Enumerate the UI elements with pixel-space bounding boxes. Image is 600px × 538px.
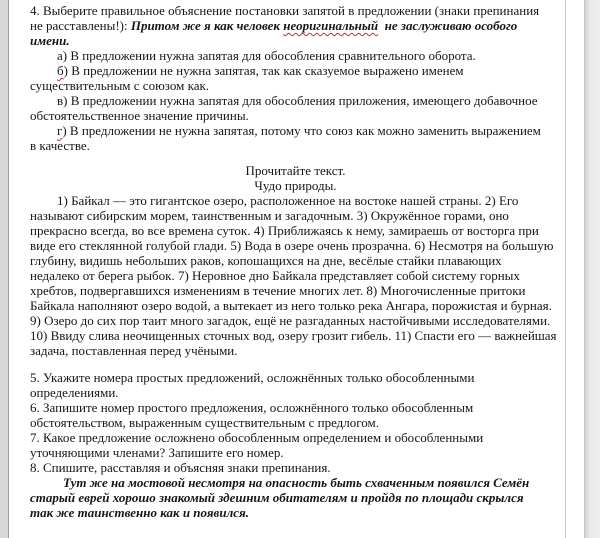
text-segment: а) В предложении нужна запятая для обособления сравнительного оборота. [57,48,476,63]
spellcheck-flagged-text: г [57,123,63,138]
text-segment: обстоятельством, выраженным существительным с предлогом. [30,415,380,430]
text-line-13 [30,178,561,193]
text-line-14 [30,193,561,208]
document-page-text [9,0,565,520]
text-segment: прекрасно всегда, во все времена суток. 4) Приближаясь к нему, замираешь от восторга при [30,223,539,238]
text-line-12 [30,163,561,178]
text-segment: называют сибирским морем, таинственным и загадочным. 3) Окружённое горами, оно [30,208,509,223]
text-line-33 [30,475,561,490]
text-segment: Чудо природы. [254,178,337,193]
text-segment: 1) Байкал — это гигантское озеро, расположенное на востоке нашей страны. 2) Его [57,193,519,208]
text-line-35 [30,505,561,520]
text-segment: в) В предложении нужна запятая для обособления приложения, имеющего добавочное [57,93,538,108]
text-segment: так же таинственно как и появился. [30,505,249,520]
text-line-30 [30,430,561,445]
text-segment: недалеко от берега рыбок. 7) Неровное дно Байкала представляет собой систему горных [30,268,520,283]
text-line-22 [30,313,561,328]
text-line-23 [30,328,561,343]
text-segment: старый еврей хорошо знакомый здешним обитателям и пройдя по площади скрылся [30,490,524,505]
text-segment: 5. Укажите номера простых предложений, осложнённых только обособленными [30,370,475,385]
text-line-10 [30,138,561,153]
text-line-8 [30,108,561,123]
text-segment: 9) Озеро до сих пор таит много загадок, ещё не разгаданных настойчивыми исследователями. [30,313,551,328]
text-segment: определениями. [30,385,119,400]
left-margin-gutter [0,0,9,538]
text-segment: ) В предложении не нужна запятая, так как сказуемое выражено именем [63,63,464,78]
text-line-27 [30,385,561,400]
text-segment: Прочитайте текст. [245,163,346,178]
text-segment: 10) Ввиду слива неочищенных сточных вод, озеру грозит гибель. 11) Спасти его — важнейшая [30,328,557,343]
text-segment: имени. [30,33,70,48]
text-segment: 6. Запишите номер простого предложения, осложнённого только обособленным [30,400,474,415]
text-segment: задача, поставленная перед учёными. [30,343,238,358]
text-line-16 [30,223,561,238]
text-segment: 7. Какое предложение осложнено обособленным определением и обособленными [30,430,484,445]
text-line-6 [30,78,561,93]
blank-line [30,358,561,370]
text-line-21 [30,298,561,313]
text-line-1 [30,3,561,18]
text-line-28 [30,400,561,415]
document-page[interactable] [9,0,566,538]
text-segment: виде его стеклянной голубой глади. 5) Вода в озере очень прозрачна. 6) Несмотря на большую [30,238,554,253]
text-segment: Притом же я как человек [130,18,284,33]
text-line-2 [30,18,561,33]
text-segment: уточняющими членами? Запишите его номер. [30,445,284,460]
text-line-3 [30,33,561,48]
text-segment: не заслуживаю особого [378,18,518,33]
text-line-26 [30,370,561,385]
text-segment: существительным с союзом как. [30,78,210,93]
text-line-24 [30,343,561,358]
text-line-4 [30,48,561,63]
right-page-gap [567,0,584,538]
text-segment: глубину, видишь небольших раков, копошащихся на дне, весёлые стайки плавающих [30,253,502,268]
text-segment: 8. Спишите, расставляя и объясняя знаки препинания. [30,460,331,475]
scrollbar-track[interactable] [584,0,600,538]
text-segment: не расставлены!): [30,18,131,33]
text-line-18 [30,253,561,268]
text-segment: обстоятельственное значение причины. [30,108,249,123]
text-line-7 [30,93,561,108]
text-line-34 [30,490,561,505]
text-line-17 [30,238,561,253]
text-segment: 4. Выберите правильное объяснение постановки запятой в предложении (знаки препинания [30,3,540,18]
spellcheck-flagged-text: неоригинальный [283,18,379,33]
text-line-5 [30,63,561,78]
text-segment: Байкала наполняют озеро водой, а вытекает из него только река Ангара, порожистая и бурная. [30,298,552,313]
text-line-29 [30,415,561,430]
text-line-31 [30,445,561,460]
text-line-20 [30,283,561,298]
spellcheck-flagged-text: б [57,63,64,78]
text-line-9 [30,123,561,138]
text-segment: в качестве. [30,138,90,153]
blank-line [30,153,561,163]
text-line-19 [30,268,561,283]
text-segment: хребтов, подвергавшихся изменениям в течение многих лет. 8) Многочисленные притоки [30,283,526,298]
text-segment: ) В предложении не нужна запятая, потому что союз как можно заменить выражением [62,123,541,138]
text-line-32 [30,460,561,475]
text-segment: Тут же на мостовой несмотря на опасность быть схваченным появился Семён [63,475,530,490]
text-line-15 [30,208,561,223]
